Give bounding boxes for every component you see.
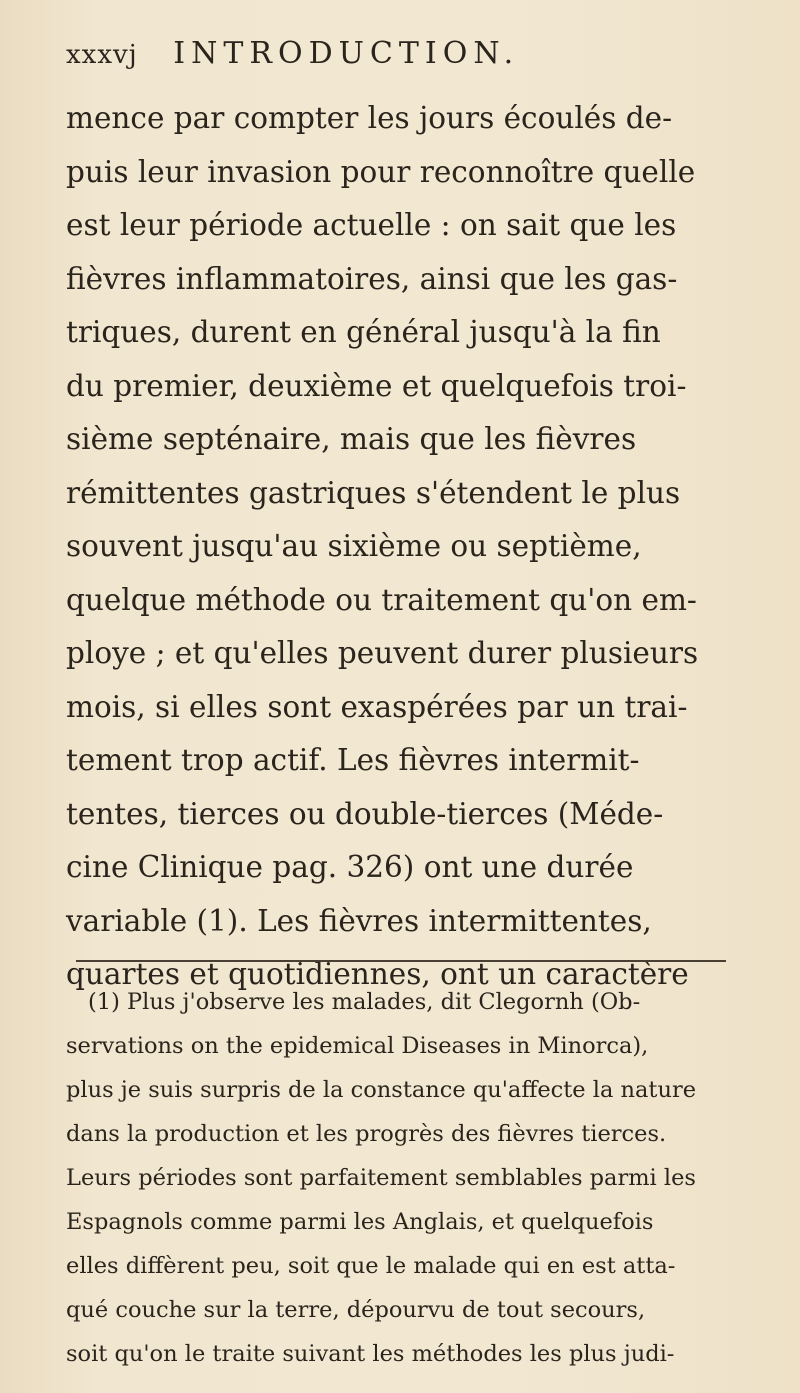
text-line: sième septénaire, mais que les fièvres <box>66 422 637 456</box>
text-line: ploye ; et qu'elles peuvent durer plusieurs <box>66 636 699 670</box>
footnote-line: Espagnols comme parmi les Anglais, et quelquefois <box>66 1209 654 1235</box>
text-line: variable (1). Les fièvres intermittentes, <box>66 903 652 938</box>
text-line: du premier, deuxième et quelquefois troi- <box>66 368 687 403</box>
text-line: tentes, tierces ou double-tierces (Méde- <box>66 796 664 831</box>
footnote-line: Leurs périodes sont parfaitement semblables parmi les <box>66 1165 696 1191</box>
text-line: fièvres inflammatoires, ainsi que les gas- <box>66 261 678 296</box>
text-line: rémittentes gastriques s'étendent le plus <box>66 475 681 510</box>
footnote <box>66 980 756 1376</box>
running-header <box>66 36 519 71</box>
page-number: xxxvj <box>66 40 138 70</box>
text-line: quartes et quotidiennes, ont un caractère <box>66 957 689 991</box>
text-line: mence par compter les jours écoulés de- <box>66 101 673 135</box>
footnote-line: plus je suis surpris de la constance qu'affecte la nature <box>66 1077 697 1103</box>
footnote-line: dans la production et les progrès des fièvres tierces. <box>66 1121 667 1147</box>
footnote-line: servations on the epidemical Diseases in Minorca), <box>66 1033 649 1059</box>
text-line: souvent jusqu'au sixième ou septième, <box>66 529 642 563</box>
footnote-separator <box>76 960 726 962</box>
footnote-line: (1) Plus j'observe les malades, dit Clegornh (Ob- <box>88 989 641 1015</box>
footnote-line: soit qu'on le traite suivant les méthodes les plus judi- <box>66 1341 675 1367</box>
text-line: mois, si elles sont exaspérées par un trai- <box>66 689 688 724</box>
text-line: triques, durent en général jusqu'à la fin <box>66 315 661 349</box>
text-line: tement trop actif. Les fièvres intermit- <box>66 743 640 777</box>
running-title: INTRODUCTION. <box>173 36 520 71</box>
main-text <box>66 92 756 1002</box>
text-line: est leur période actuelle : on sait que les <box>66 208 677 242</box>
footnote-line: qué couche sur la terre, dépourvu de tout secours, <box>66 1297 646 1323</box>
text-line: cine Clinique pag. 326) ont une durée <box>66 850 634 884</box>
text-line: quelque méthode ou traitement qu'on em- <box>66 582 697 617</box>
footnote-line: elles diffèrent peu, soit que le malade qui en est atta- <box>66 1253 676 1279</box>
text-line: puis leur invasion pour reconnoître quelle <box>66 154 696 189</box>
